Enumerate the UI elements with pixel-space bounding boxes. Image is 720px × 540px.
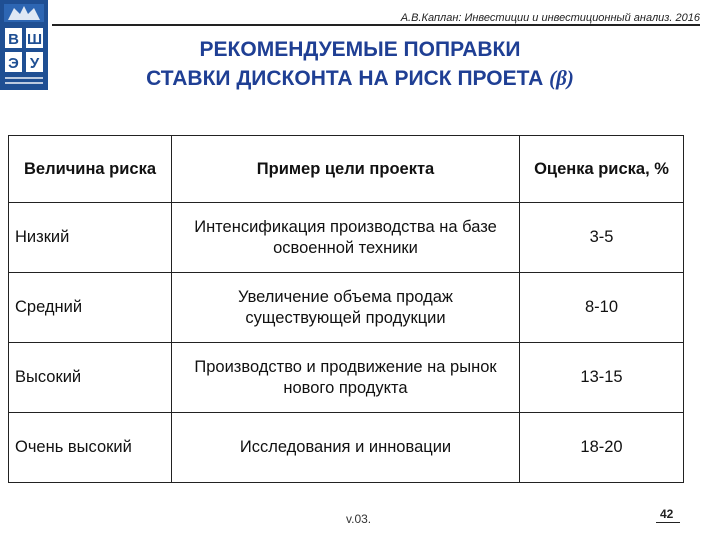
project-goal-cell: Производство и продвижение на рынок нового продукта: [172, 343, 520, 413]
page-number: 42: [660, 507, 674, 521]
title-beta-symbol: (β): [549, 66, 574, 90]
title-line-1: РЕКОМЕНДУЕМЫЕ ПОПРАВКИ: [199, 38, 521, 61]
slide-title: [60, 36, 660, 93]
risk-level-cell: Высокий: [9, 343, 172, 413]
risk-estimate-cell: 3-5: [520, 203, 684, 273]
header-risk-level: Величина риска: [9, 136, 172, 203]
header-risk-estimate: Оценка риска, %: [520, 136, 684, 203]
project-goal-cell: Интенсификация производства на базе освоенной техники: [172, 203, 520, 273]
risk-estimate-cell: 13-15: [520, 343, 684, 413]
svg-text:В: В: [8, 31, 19, 48]
project-goal-cell: Увеличение объема продаж существующей продукции: [172, 273, 520, 343]
table-row: [9, 413, 684, 483]
risk-estimate-cell: 18-20: [520, 413, 684, 483]
table-row: [9, 343, 684, 413]
header-citation: А.В.Каплан: Инвестиции и инвестиционный анализ. 2016: [400, 12, 700, 24]
risk-adjustment-table: [8, 135, 684, 483]
table-row: [9, 203, 684, 273]
svg-text:Ш: Ш: [26, 31, 43, 48]
project-goal-cell: Исследования и инновации: [172, 413, 520, 483]
risk-estimate-cell: 8-10: [520, 273, 684, 343]
footer-version: v.03.: [346, 512, 372, 526]
university-logo: [0, 0, 48, 90]
header-divider: [52, 24, 700, 26]
title-line-2: [60, 64, 660, 93]
title-line-2-text: СТАВКИ ДИСКОНТА НА РИСК ПРОЕТА: [146, 67, 544, 90]
risk-level-cell: Средний: [9, 273, 172, 343]
svg-text:У: У: [29, 55, 40, 72]
header-project-goal: Пример цели проекта: [172, 136, 520, 203]
risk-level-cell: Очень высокий: [9, 413, 172, 483]
table-row: [9, 273, 684, 343]
table-header-row: [9, 136, 684, 203]
risk-level-cell: Низкий: [9, 203, 172, 273]
svg-text:Э: Э: [8, 55, 19, 72]
page-number-underline: [656, 522, 680, 523]
